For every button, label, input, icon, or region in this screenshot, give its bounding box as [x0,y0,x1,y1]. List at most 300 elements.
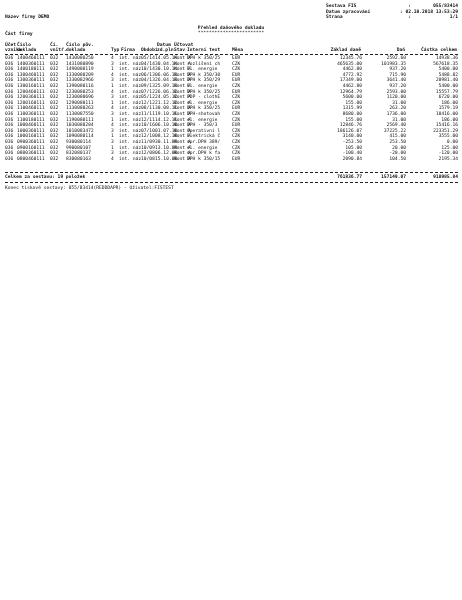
cell-dan: 1120.00 [386,95,406,101]
cell-zaklad: 105.00 [345,145,362,151]
cell-vd: 032 [50,67,59,73]
cell-doc: 0900360111 [17,139,45,145]
cell-celkem: 223351.29 [433,128,458,134]
cell-doc: 1400180111 [17,67,45,73]
cell-mena: CZK [232,139,241,145]
cell-dat: 30.08.11 [155,106,178,112]
cell-stav: Kont A [174,56,191,61]
cell-stav: Kont A [174,151,191,157]
cell-dat: 08.12.10 [155,134,178,140]
cell-dat: 21.12.12 [155,100,178,106]
cell-vd: 032 [50,72,59,78]
cell-ucet: 036 [5,106,14,112]
cell-mena: CZK [232,67,241,73]
cell-firma: int. náz [119,72,142,78]
cell-ucet: 036 [5,100,14,106]
cell-vd: 032 [50,78,59,84]
cell-firma: int. náz [119,56,142,61]
cell-doc: 1300460111 [17,72,45,78]
cell-doc: 1200360111 [17,95,45,101]
table-row [5,157,458,163]
cell-typ: 3 [111,128,114,134]
cell-stav: Kont A [174,111,191,117]
document-table [5,56,458,162]
cell-dat: 25.09.13 [155,83,178,89]
cell-celkem: 5400.00 [438,67,458,73]
cell-zaklad: 4772.92 [342,72,362,78]
cell-dan: 715.90 [389,72,406,78]
meta-row [326,15,458,21]
cell-zaklad: 17349.00 [339,78,362,84]
cell-doc: 1100360111 [17,111,45,117]
cell-dan: 415.00 [389,134,406,140]
cell-firma: int. náz [119,95,142,101]
cell-dat: 01.07.10 [155,128,178,134]
cell-vd: 032 [50,134,59,140]
col-header-stav: Účtovat [174,43,194,48]
cell-ucet: 036 [5,145,14,151]
cell-celkem: 5400.00 [438,83,458,89]
cell-firma: int. náz [119,151,142,157]
cell-doc: 1400360111 [17,61,45,67]
cell-num: 1230080696 [66,95,94,101]
cell-obd: 05/14 [141,56,155,61]
cell-typ: 4 [111,56,114,61]
cell-zaklad: 155.00 [345,117,362,123]
cell-typ: 1 [111,145,114,151]
col-header2-obd: Období [141,48,158,53]
cell-text: DPH k 350/15 [187,156,221,162]
cell-text: opr.DPH k fa [187,151,221,157]
cell-ucet: 036 [5,123,14,129]
report-title-underline: ************************ [197,31,265,36]
cell-firma: int. náz [119,128,142,134]
footer-rule [5,182,458,183]
cell-dat: 24.05.12 [155,95,178,101]
cell-num: 1230080253 [66,89,94,95]
cell-celkem: 2195.34 [438,156,458,162]
cell-num: 832080137 [66,151,91,157]
totals-celkem: 918985.84 [433,175,458,180]
cell-vd: 032 [50,145,59,151]
col-header2-typ: Typ [111,48,120,53]
cell-vd: 032 [50,106,59,112]
cell-typ: 1 [111,67,114,73]
col-header-ucet: Účet [5,43,17,48]
cell-num: 1090080114 [66,134,94,140]
cell-text: opr.DPH 389/ [187,139,221,145]
cell-dat: 06.06.13 [155,72,178,78]
cell-dat: 30.04.14 [155,61,178,67]
cell-ucet: 036 [5,83,14,89]
cell-dan: 3641.40 [386,78,406,84]
cell-mena: CZK [232,100,241,106]
cell-text: El. energie [187,67,218,73]
company-name: Název firmy DEMO [5,15,50,21]
cell-dat: 14.05.14 [155,56,178,61]
cell-doc: 1000160111 [17,134,45,140]
cell-vd: 032 [50,123,59,129]
cell-typ: 3 [111,111,114,117]
cell-typ: 3 [111,139,114,145]
cell-obd: 12/10 [141,134,155,140]
totals-rule [5,172,458,173]
cell-ucet: 036 [5,139,14,145]
totals-label: Celkem za sestavu: 19 položek [5,175,86,180]
cell-zaklad: 4462.80 [342,83,362,89]
cell-typ: 1 [111,134,114,140]
cell-num: 1130087550 [66,111,94,117]
cell-stav: Kont A [174,139,191,145]
cell-mena: EUR [232,78,241,84]
cell-ucet: 036 [5,95,14,101]
cell-stav: Kont A [174,100,191,106]
col-header-doc: Číslo [17,43,31,48]
cell-num: 1290080111 [66,100,94,106]
cell-dan: 263.20 [389,106,406,112]
cell-celkem: 5488.82 [438,72,458,78]
cell-stav: Kont A [174,67,191,73]
cell-mena: EUR [232,156,241,162]
meta-label: Sestava FIS [326,4,357,9]
col-header2-num: dokladu [66,48,86,53]
cell-dan: 31.00 [392,117,406,123]
cell-ucet: 036 [5,134,14,140]
cell-dan: 253.50 [389,139,406,145]
cell-celkem: 15557.79 [435,89,458,95]
cell-text: DPH k 350/29 [187,78,221,84]
cell-dan: 2593.00 [386,89,406,95]
cell-typ: 3 [111,95,114,101]
cell-typ: 4 [111,72,114,78]
cell-obd: 06/13 [141,72,155,78]
cell-mena: CZK [232,111,241,117]
cell-zaklad: 186126.07 [337,128,362,134]
cell-vd: 032 [50,61,59,67]
cell-obd: 11/11 [141,111,155,117]
totals-zaklad: 761836.77 [337,175,362,180]
cell-obd: 04/13 [141,78,155,84]
cell-zaklad: 1315.99 [342,106,362,112]
cell-text: DPH-shotovah [187,111,221,117]
cell-ucet: 036 [5,78,14,84]
cell-obd: 05/12 [141,95,155,101]
cell-text: PDP - clothE [187,95,221,101]
cell-stav: Kont A [174,106,191,112]
cell-zaklad: -100.40 [342,151,362,157]
cell-zaklad: 465635.00 [337,61,362,67]
cell-ucet: 036 [5,89,14,95]
cell-dat: 19.10.11 [155,111,178,117]
cell-ucet: 036 [5,156,14,162]
cell-vd: 032 [50,151,59,157]
cell-dan: 937.20 [389,83,406,89]
cell-doc: 1300160111 [17,83,45,89]
cell-dat: 06.12.08 [155,151,178,157]
cell-stav: Kont A [174,72,191,78]
cell-zaklad: 2090.84 [342,156,362,162]
cell-ucet: 036 [5,117,14,123]
cell-firma: int. náz [119,134,142,140]
cell-vd: 032 [50,111,59,117]
cell-stav: Kont A [174,134,191,140]
cell-stav: Kont A [174,78,191,84]
cell-dat: 30.11.09 [155,139,178,145]
cell-text: Operativní l [187,128,221,134]
cell-zaklad: 8680.00 [342,111,362,117]
cell-mena: EUR [232,106,241,112]
cell-typ: 3 [111,61,114,67]
cell-vd: 032 [50,83,59,89]
cell-obd: 10/08 [141,156,155,162]
cell-num: 1330080209 [66,72,94,78]
cell-vd: 032 [50,139,59,145]
totals-dan: 157149.07 [381,175,406,180]
cell-num: 1030080284 [66,123,94,129]
col-header-dat: Datum [157,43,171,48]
cell-zaklad: 12345.76 [339,56,362,61]
cell-mena: CZK [232,151,241,157]
cell-firma: int. náz [119,100,142,106]
cell-num: 1010083472 [66,128,94,134]
cell-typ: 3 [111,78,114,84]
cell-text: el. energie [187,117,218,123]
cell-zaklad: 12964.79 [339,89,362,95]
cell-firma: int. náz [119,156,142,162]
cell-dan: 101983.35 [381,61,406,67]
cell-vd: 032 [50,117,59,123]
cell-celkem: 15416.16 [435,123,458,129]
cell-ucet: 036 [5,61,14,67]
col-header2-dan: Daň [396,48,405,53]
cell-dan: 31.00 [392,100,406,106]
cell-doc: 1000460111 [17,123,45,129]
col-header2-dat: zd.pln. [157,48,177,53]
cell-vd: 032 [50,95,59,101]
cell-stav: Kont A [174,123,191,129]
cell-typ: 3 [111,151,114,157]
cell-vd: 032 [50,100,59,106]
cell-vd: 032 [50,128,59,134]
report-footer: Konec tiskové sestavy: 055/83414(REDDDAPR) - Uživatel:FISTEST [5,186,174,191]
cell-obd: 12/12 [141,100,155,106]
col-header-num: Číslo pův. [66,43,94,48]
cell-firma: int. náz [119,106,142,112]
cell-typ: 1 [111,100,114,106]
cell-text: rozlišení ch [187,61,221,67]
cell-doc: 1200460111 [17,89,45,95]
cell-firma: int. náz [119,123,142,129]
cell-vd: 032 [50,89,59,95]
cell-firma: int. náz [119,67,142,73]
cell-doc: 1000360111 [17,128,45,134]
cell-ucet: 036 [5,151,14,157]
cell-zaklad: 3140.00 [342,134,362,140]
cell-doc: 1100180111 [17,117,45,123]
cell-text: El. energie [187,83,218,89]
meta-value: : 055/83414 [408,4,458,9]
cell-zaklad: 155.00 [345,100,362,106]
cell-dat: 14.12.11 [155,117,178,123]
cell-stav: Kont A [174,128,191,134]
meta-label: Datum zpracování [326,9,371,15]
cell-stav: Kont A [174,61,191,67]
cell-obd: 04/14 [141,61,155,67]
cell-num: 830080163 [66,156,91,162]
col-header2-stav: Stav [174,48,186,53]
header-rule [5,54,458,55]
cell-dat: 26.06.12 [155,89,178,95]
cell-ucet: 036 [5,128,14,134]
cell-dan: 937.20 [389,67,406,73]
meta-label: Strana [326,15,343,21]
cell-dan: -20.00 [389,151,406,157]
cell-text: el. energie [187,100,218,106]
cell-typ: 4 [111,156,114,162]
cell-firma: int. náz [119,89,142,95]
cell-stav: Kont A [174,145,191,151]
cell-num: 1430080250 [66,56,94,61]
cell-ucet: 036 [5,56,14,61]
cell-dan: 104.50 [389,156,406,162]
cell-firma: int. náz [119,111,142,117]
col-header-vd: Čí. [50,43,59,48]
cell-ucet: 036 [5,111,14,117]
cell-celkem: -120.00 [438,151,458,157]
cell-ucet: 036 [5,72,14,78]
cell-stav: Kont A [174,95,191,101]
cell-celkem: 6720.00 [438,95,458,101]
cell-typ: 4 [111,123,114,129]
cell-mena: EUR [232,56,241,61]
cell-text: DPH k 350/30 [187,72,221,78]
cell-dan: 2569.40 [386,123,406,129]
cell-dan: 1736.00 [386,111,406,117]
cell-doc: 1200160111 [17,100,45,106]
cell-obd: 11/09 [141,139,155,145]
cell-num: 1431080890 [66,61,94,67]
report-title: Přehled daňového dokladu [197,26,265,31]
col-header2-firma: Firma [121,48,135,53]
cell-stav: Kont A [174,117,191,123]
cell-celkem: 1579.19 [438,106,458,112]
cell-mena: CZK [232,128,241,134]
col-header2-vd: vnitř. [50,48,67,53]
cell-celkem: 125.00 [441,145,458,151]
cell-zaklad: -253.50 [342,139,362,145]
cell-celkem: 14938.36 [435,56,458,61]
cell-obd: 07/10 [141,128,155,134]
report-meta [326,4,458,21]
cell-firma: int. náz [119,83,142,89]
cell-mena: EUR [232,123,241,129]
totals-row [5,175,458,181]
cell-doc: 1300360111 [17,78,45,84]
cell-dan: 2592.60 [386,56,406,61]
cell-celkem: 186.00 [441,100,458,106]
cell-dan: 20.00 [392,145,406,151]
cell-typ: 4 [111,106,114,112]
cell-zaklad: 12846.76 [339,123,362,129]
cell-typ: 1 [111,117,114,123]
cell-firma: int. náz [119,145,142,151]
cell-ucet: 036 [5,67,14,73]
cell-obd: 12/08 [141,151,155,157]
company-part: Část firmy [5,31,33,37]
cell-dat: 15.10.08 [155,156,178,162]
cell-num: 1190080111 [66,117,94,123]
cell-obd: 09/13 [141,83,155,89]
cell-celkem: 20981.40 [435,78,458,84]
cell-obd: 10/16 [141,123,155,129]
cell-zaklad: 4462.80 [342,67,362,73]
cell-num: 990080107 [66,145,91,151]
meta-value: : 1/1 [408,15,458,21]
cell-firma: int. náz [119,117,142,123]
cell-celkem: 186.00 [441,117,458,123]
cell-celkem: 567618.35 [433,61,458,67]
cell-obd: 07/12 [141,89,155,95]
col-header2-zaklad: Základ daně [330,48,361,53]
cell-vd: 032 [50,56,59,61]
cell-mena: EUR [232,72,241,78]
cell-stav: Kont A [174,83,191,89]
cell-num: 930080114 [66,139,91,145]
cell-obd: 12/11 [141,117,155,123]
cell-obd: 10/14 [141,67,155,73]
cell-firma: int. náz [119,61,142,67]
cell-mena: CZK [232,61,241,67]
cell-obd: 08/11 [141,106,155,112]
cell-text: DPH k 350/25 [187,56,221,61]
col-header2-doc: dokladu [17,48,37,53]
cell-num: 1390080116 [66,83,94,89]
cell-mena: CZK [232,95,241,101]
meta-value: : 02.10.2018 13:53:29 [399,9,458,15]
col-header2-celkem: Částka celkem [421,48,457,53]
cell-obd: 10/09 [141,145,155,151]
cell-celkem: 0.00 [446,139,458,145]
cell-firma: int. náz [119,78,142,84]
cell-dat: 13.10.09 [155,145,178,151]
cell-num: 1330082966 [66,78,94,84]
cell-typ: 4 [111,89,114,95]
cell-dan: 37225.22 [383,128,406,134]
cell-doc: 0800460111 [17,156,45,162]
cell-celkem: 10416.00 [435,111,458,117]
cell-doc: 1400460111 [17,56,45,61]
col-header2-text: Interní text [187,48,221,53]
cell-mena: EUR [232,89,241,95]
cell-text: DPH k 350/25 [187,89,221,95]
cell-dat: 26.04.13 [155,78,178,84]
cell-num: 1130080263 [66,106,94,112]
cell-text: el. energie [187,145,218,151]
cell-zaklad: 5600.00 [342,95,362,101]
cell-firma: int. náz [119,139,142,145]
cell-mena: CZK [232,134,241,140]
cell-stav: Kont A [174,89,191,95]
col-header2-ucet: vzniku [5,48,22,53]
col-header2-mena: Měna [232,48,244,53]
cell-num: 1490080119 [66,67,94,73]
cell-text: Elektrická č [187,134,221,140]
cell-text: DPH - 350/3 [187,123,218,129]
cell-text: DPH k 350/25 [187,106,221,112]
cell-vd: 032 [50,156,59,162]
cell-mena: CZK [232,83,241,89]
cell-doc: 1100460111 [17,106,45,112]
